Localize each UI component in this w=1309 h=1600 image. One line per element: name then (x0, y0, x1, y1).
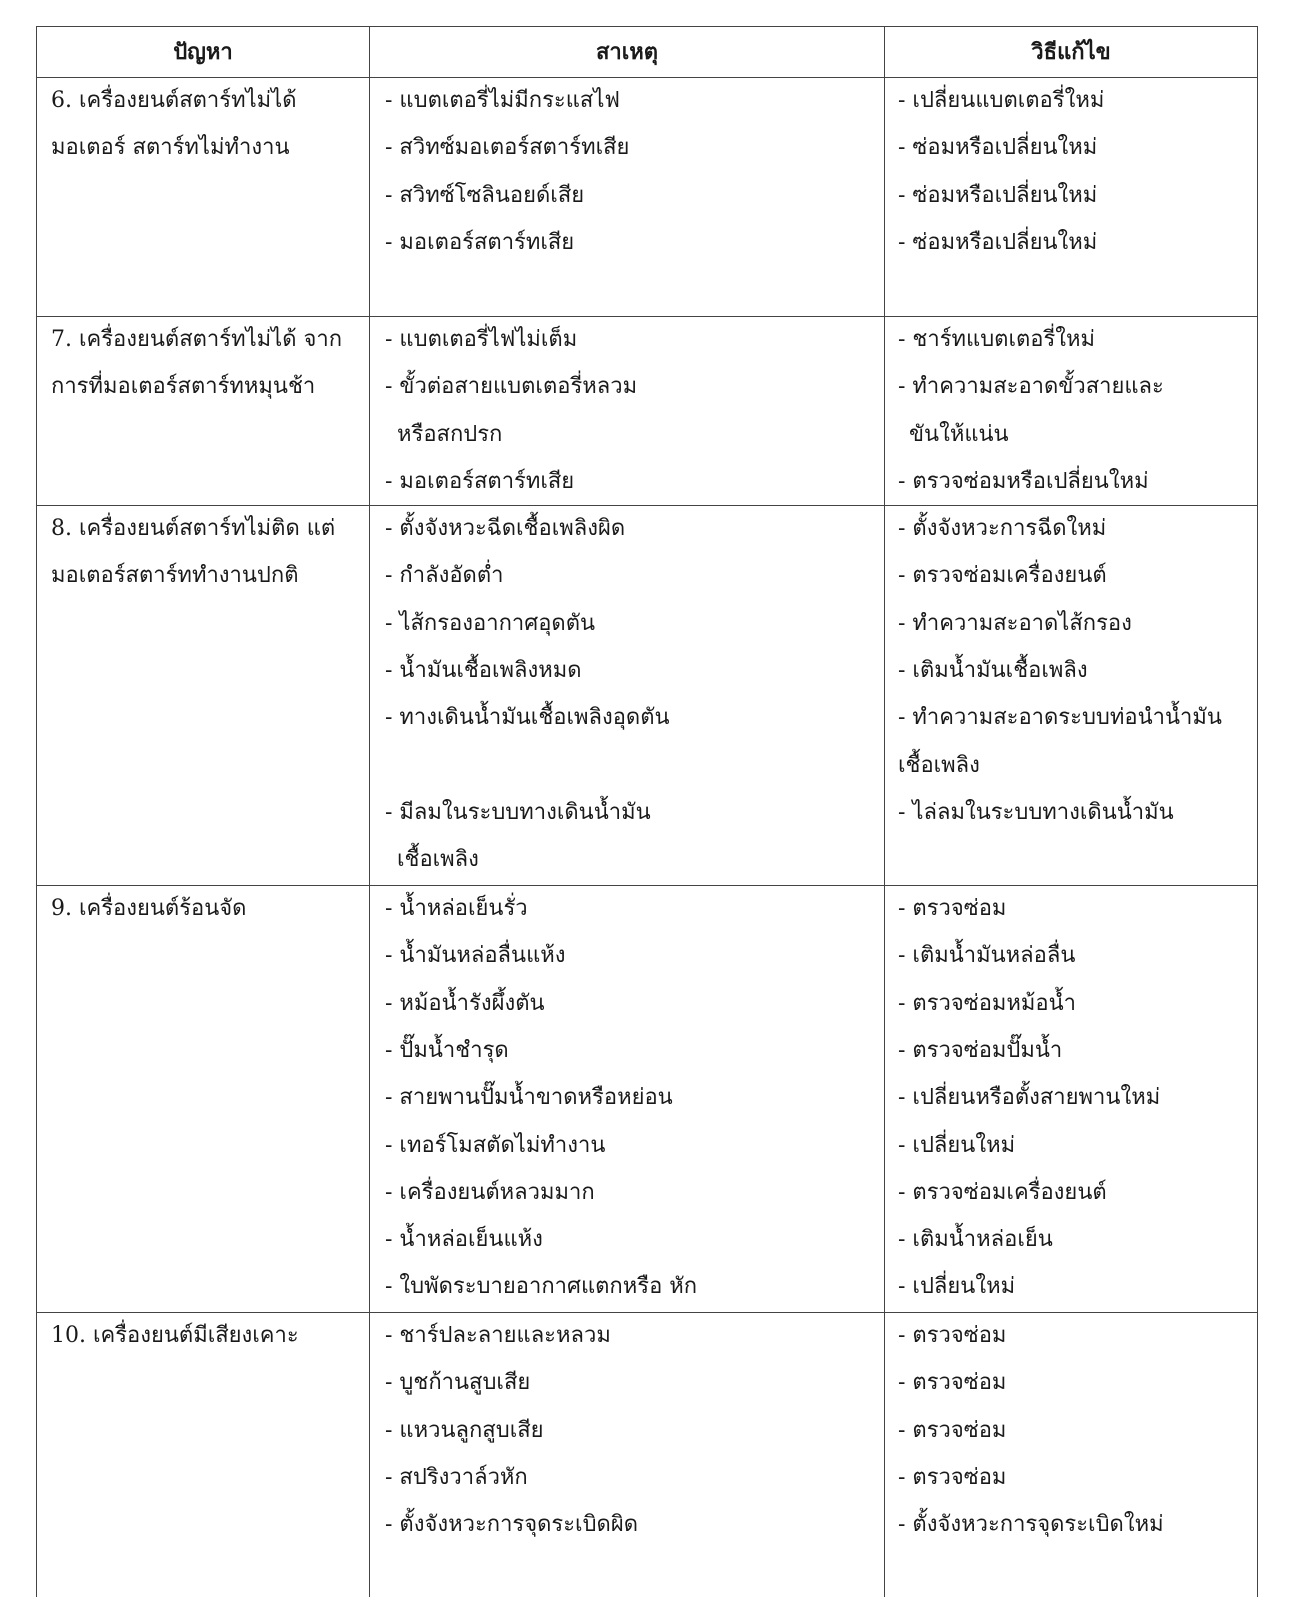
table-row (37, 885, 1257, 1313)
problem-text: 8. เครื่องยนต์สตาร์ทไม่ติด แต่ (51, 516, 336, 541)
problem-text: 7. เครื่องยนต์สตาร์ทไม่ได้ จาก (51, 327, 343, 352)
cause-item: - ใบพัดระบายอากาศแตกหรือ หัก (385, 1274, 698, 1300)
cause-item: - แหวนลูกสูบเสีย (385, 1417, 544, 1443)
cause-item: - สวิทซ์โซลินอยด์เสีย (385, 182, 585, 208)
cause-item: - มอเตอร์สตาร์ทเสีย (385, 468, 575, 494)
cause-item: - มอเตอร์สตาร์ทเสีย (385, 229, 575, 255)
solution-item: - ตรวจซ่อม (898, 1323, 1007, 1348)
solution-item: ขันให้แน่น (909, 421, 1009, 447)
cause-item: - สายพานปั๊มน้ำขาดหรือหย่อน (385, 1085, 673, 1111)
problem-text: 6. เครื่องยนต์สตาร์ทไม่ได้ (51, 88, 297, 113)
solution-item: - เติมน้ำมันหล่อลื่น (898, 943, 1076, 969)
solution-item: - ทำความสะอาดไส้กรอง (898, 610, 1132, 636)
solution-item: - ตรวจซ่อมปั๊มน้ำ (898, 1037, 1063, 1063)
cause-item: - ตั้งจังหวะการจุดระเบิดผิด (385, 1512, 639, 1538)
problem-text: มอเตอร์สตาร์ททำงานปกติ (51, 563, 299, 589)
problem-text: 10. เครื่องยนต์มีเสียงเคาะ (51, 1323, 299, 1348)
solution-item: - เปลี่ยนใหม่ (898, 1274, 1016, 1300)
troubleshooting-table (36, 26, 1258, 1597)
solution-item: - ทำความสะอาดขั้วสายและ (898, 374, 1164, 400)
solution-item: - ตั้งจังหวะการฉีดใหม่ (898, 516, 1107, 541)
cause-item: - น้ำหล่อเย็นรั่ว (385, 896, 528, 921)
cause-item: - แบตเตอรี่ไม่มีกระแสไฟ (385, 88, 620, 113)
solution-item: - เติมน้ำหล่อเย็น (898, 1227, 1053, 1253)
solution-item: - ตรวจซ่อม (898, 1417, 1007, 1443)
solution-item: - ซ่อมหรือเปลี่ยนใหม่ (898, 135, 1098, 161)
cause-item: - สปริงวาล์วหัก (385, 1464, 528, 1490)
table-row (37, 505, 1257, 886)
solution-item: - ตรวจซ่อมเครื่องยนต์ (898, 1179, 1107, 1205)
problem-text: 9. เครื่องยนต์ร้อนจัด (51, 896, 247, 921)
table-row (37, 77, 1257, 317)
cause-item: - น้ำมันหล่อลื่นแห้ง (385, 943, 566, 969)
solution-item: - ตรวจซ่อมเครื่องยนต์ (898, 563, 1107, 589)
cause-item: - ปั๊มน้ำชำรุด (385, 1037, 509, 1063)
solution-item: - ตรวจซ่อม (898, 1370, 1007, 1396)
table-header (37, 27, 1257, 78)
header-problem: ปัญหา (173, 39, 233, 65)
cause-item: - แบตเตอรี่ไฟไม่เต็ม (385, 327, 578, 352)
solution-item: - ไล่ลมในระบบทางเดินน้ำมัน (898, 799, 1174, 825)
solution-item: - ตั้งจังหวะการจุดระเบิดใหม่ (898, 1512, 1164, 1538)
solution-item: - เปลี่ยนแบตเตอรี่ใหม่ (898, 88, 1105, 113)
solution-item: เชื้อเพลิง (898, 752, 980, 778)
table-row (37, 1312, 1257, 1597)
cause-item: - กำลังอัดต่ำ (385, 563, 504, 589)
cause-item: - ตั้งจังหวะฉีดเชื้อเพลิงผิด (385, 516, 626, 541)
cause-item: - ทางเดินน้ำมันเชื้อเพลิงอุดตัน (385, 705, 670, 731)
solution-item: - ซ่อมหรือเปลี่ยนใหม่ (898, 229, 1098, 255)
solution-item: - เติมน้ำมันเชื้อเพลิง (898, 657, 1088, 683)
solution-item: - เปลี่ยนหรือตั้งสายพานใหม่ (898, 1085, 1161, 1111)
cause-item: - ชาร์ปละลายและหลวม (385, 1323, 611, 1348)
table-row (37, 316, 1257, 506)
column-divider (369, 27, 370, 1597)
cause-item: - ขั้วต่อสายแบตเตอรี่หลวม (385, 374, 638, 400)
header-cause: สาเหตุ (595, 39, 659, 65)
cause-item: - มีลมในระบบทางเดินน้ำมัน (385, 799, 651, 825)
cause-item: - น้ำมันเชื้อเพลิงหมด (385, 657, 582, 683)
cause-item: - ไส้กรองอากาศอุดตัน (385, 610, 596, 636)
cause-item: - เทอร์โมสตัดไม่ทำงาน (385, 1132, 606, 1158)
solution-item: - เปลี่ยนใหม่ (898, 1132, 1016, 1158)
cause-item: - สวิทซ์มอเตอร์สตาร์ทเสีย (385, 135, 630, 161)
solution-item: - ทำความสะอาดระบบท่อนำน้ำมัน (898, 705, 1222, 731)
cause-item: - น้ำหล่อเย็นแห้ง (385, 1227, 543, 1253)
cause-item: - เครื่องยนต์หลวมมาก (385, 1179, 595, 1205)
solution-item: - ตรวจซ่อมหม้อน้ำ (898, 990, 1077, 1016)
solution-item: - ตรวจซ่อมหรือเปลี่ยนใหม่ (898, 468, 1149, 494)
solution-item: - ชาร์ทแบตเตอรี่ใหม่ (898, 327, 1096, 352)
cause-item: เชื้อเพลิง (397, 847, 479, 873)
cause-item: - บูชก้านสูบเสีย (385, 1370, 531, 1396)
problem-text: การที่มอเตอร์สตาร์ทหมุนช้า (51, 374, 316, 400)
header-solution: วิธีแก้ไข (1031, 39, 1111, 65)
cause-item: - หม้อน้ำรังผึ้งตัน (385, 990, 545, 1016)
solution-item: - ซ่อมหรือเปลี่ยนใหม่ (898, 182, 1098, 208)
problem-text: มอเตอร์ สตาร์ทไม่ทำงาน (51, 135, 290, 161)
solution-item: - ตรวจซ่อม (898, 896, 1007, 921)
solution-item: - ตรวจซ่อม (898, 1464, 1007, 1490)
cause-item: หรือสกปรก (397, 421, 503, 447)
column-divider (884, 27, 885, 1597)
